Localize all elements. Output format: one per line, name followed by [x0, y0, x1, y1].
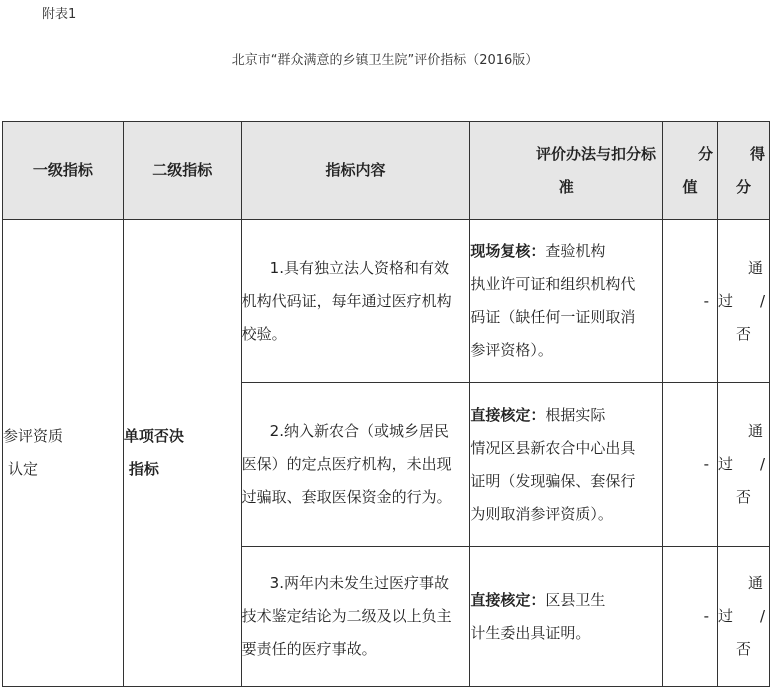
result-cell — [718, 383, 770, 547]
method-line: 查验机构 — [545, 242, 606, 260]
content-cell — [241, 383, 470, 547]
result-slash: / — [759, 607, 765, 625]
level2-line2: 指标 — [128, 460, 159, 478]
method-line: 区县卫生 — [545, 590, 606, 609]
level1-line1: 参评资质 — [3, 427, 64, 445]
table-header-row — [3, 122, 770, 220]
content-line: 医保）的定点医疗机构，未出现 — [241, 455, 452, 473]
method-cell — [470, 547, 663, 687]
result-slash: / — [759, 455, 765, 473]
method-cell — [470, 220, 663, 383]
method-keyword: 直接核定： — [470, 590, 546, 609]
header-content: 指标内容 — [241, 122, 470, 220]
score-cell: - — [663, 383, 718, 547]
method-line: 码证（缺任何一证则取消 — [470, 308, 636, 326]
result-slash: / — [759, 291, 765, 310]
result-line: 过 — [718, 291, 734, 310]
header-result — [718, 122, 770, 220]
header-score-line2: 值 — [682, 177, 698, 196]
header-result-line2: 分 — [735, 177, 751, 196]
content-line: 过骗取、套取医保资金的行为。 — [241, 488, 452, 506]
header-level1: 一级指标 — [3, 122, 124, 220]
level2-line1: 单项否决 — [123, 427, 184, 445]
method-keyword: 直接核定： — [470, 405, 546, 424]
score-cell: - — [663, 547, 718, 687]
method-line: 证明（发现骗保、套保行 — [470, 471, 636, 490]
content-line: 要责任的医疗事故。 — [241, 640, 377, 658]
method-line: 根据实际 — [545, 405, 606, 424]
method-line: 情况区县新农合中心出具 — [470, 438, 636, 457]
method-line: 执业许可证和组织机构代 — [470, 275, 636, 293]
result-line: 通 — [747, 258, 763, 277]
method-keyword: 现场复核： — [470, 242, 546, 260]
result-cell — [718, 220, 770, 383]
method-line: 为则取消参评资质）。 — [470, 504, 613, 523]
content-cell — [241, 220, 470, 383]
result-line: 否 — [735, 488, 751, 506]
result-line: 否 — [735, 324, 751, 343]
table-row — [3, 220, 770, 383]
header-method-line2: 准 — [558, 177, 574, 196]
header-method — [470, 122, 663, 220]
level1-cell — [3, 220, 124, 687]
level1-line2: 认定 — [8, 460, 39, 478]
content-line: 3.两年内未发生过医疗事故 — [269, 574, 449, 592]
document-title: 北京市“群众满意的乡镇卫生院”评价指标（2016版） — [231, 53, 539, 68]
result-line: 过 — [718, 455, 734, 473]
evaluation-table — [2, 121, 770, 687]
result-line: 通 — [747, 422, 763, 440]
result-cell — [718, 547, 770, 687]
header-result-line1: 得 — [749, 144, 765, 163]
content-line: 机构代码证，每年通过医疗机构 — [241, 291, 452, 310]
content-line: 1.具有独立法人资格和有效 — [269, 258, 449, 277]
header-level2: 二级指标 — [123, 122, 241, 220]
appendix-label: 附表1 — [42, 7, 77, 22]
content-line: 校验。 — [241, 324, 287, 343]
result-line: 通 — [747, 574, 763, 592]
content-line: 2.纳入新农合（或城乡居民 — [269, 422, 449, 440]
result-line: 否 — [735, 640, 751, 658]
method-line: 计生委出具证明。 — [470, 623, 591, 642]
method-line: 参评资格）。 — [470, 341, 553, 359]
header-score-line1: 分 — [697, 144, 713, 163]
content-line: 技术鉴定结论为二级及以上负主 — [241, 607, 452, 625]
method-cell — [470, 383, 663, 547]
header-score — [663, 122, 718, 220]
score-cell: - — [663, 220, 718, 383]
header-method-line1: 评价办法与扣分标 — [536, 144, 657, 163]
result-line: 过 — [718, 607, 734, 625]
content-cell — [241, 547, 470, 687]
level2-cell — [123, 220, 241, 687]
